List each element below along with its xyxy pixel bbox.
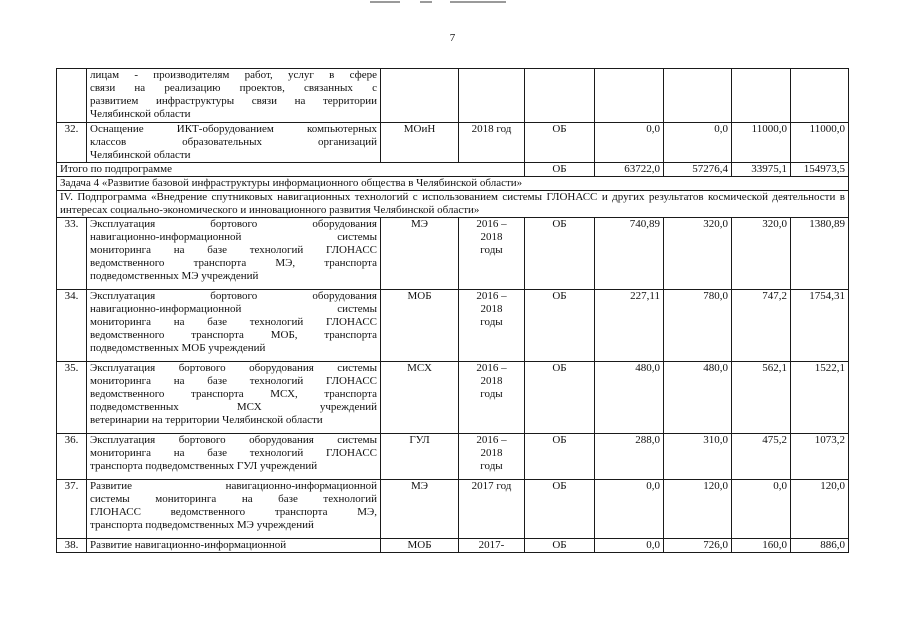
row-value-3: 747,2 xyxy=(732,290,791,362)
subtotal-label: Итого по подпрограмме xyxy=(57,163,525,177)
description-line: транспорта подведомственных ГУЛ учреждений xyxy=(90,460,318,472)
row-value-3: 0,0 xyxy=(732,480,791,539)
row-total xyxy=(791,69,849,123)
row-years: 2016 – 2018 годы xyxy=(459,218,525,290)
row-value-3: 475,2 xyxy=(732,434,791,480)
row-value-2: 780,0 xyxy=(664,290,732,362)
table-row xyxy=(57,290,849,362)
description-line: связи на реализацию проектов, связанных с xyxy=(90,82,377,94)
row-value-1: 0,0 xyxy=(595,539,664,553)
row-years: 2017- xyxy=(459,539,525,553)
row-total: 886,0 xyxy=(791,539,849,553)
program-table xyxy=(56,68,849,553)
subtotal-total: 154973,5 xyxy=(791,163,849,177)
row-value-2 xyxy=(664,69,732,123)
row-number: 38. xyxy=(57,539,87,553)
row-description xyxy=(87,362,381,434)
row-years xyxy=(459,69,525,123)
subtotal-source: ОБ xyxy=(525,163,595,177)
table-row xyxy=(57,480,849,539)
row-executor: МСХ xyxy=(381,362,459,434)
row-years: 2016 – 2018 годы xyxy=(459,434,525,480)
row-executor: МОБ xyxy=(381,539,459,553)
row-funding-source: ОБ xyxy=(525,434,595,480)
description-line: подведомственных МОБ учреждений xyxy=(90,342,266,354)
row-value-1: 0,0 xyxy=(595,123,664,163)
row-total: 1073,2 xyxy=(791,434,849,480)
description-line: мониторинга на базе технологий ГЛОНАСС xyxy=(90,447,377,459)
row-description xyxy=(87,480,381,539)
subtotal-row xyxy=(57,163,849,177)
row-value-1: 0,0 xyxy=(595,480,664,539)
description-line: Челябинской области xyxy=(90,149,191,161)
row-executor: МЭ xyxy=(381,480,459,539)
description-line: ГЛОНАСС ведомственного транспорта МЭ, xyxy=(90,506,377,518)
description-line: ведомственного транспорта МСХ, транспорта xyxy=(90,388,377,400)
description-line: Эксплуатация бортового оборудования системы xyxy=(90,434,377,446)
row-value-2: 310,0 xyxy=(664,434,732,480)
description-line: лицам - производителям работ, услуг в сфере xyxy=(90,69,377,81)
top-scan-marks xyxy=(330,0,570,6)
table-row xyxy=(57,69,849,123)
row-total: 1522,1 xyxy=(791,362,849,434)
row-funding-source: ОБ xyxy=(525,539,595,553)
table-row xyxy=(57,123,849,163)
row-number: 35. xyxy=(57,362,87,434)
row-value-3: 320,0 xyxy=(732,218,791,290)
row-funding-source xyxy=(525,69,595,123)
table-row xyxy=(57,434,849,480)
row-total: 1380,89 xyxy=(791,218,849,290)
task-row xyxy=(57,177,849,191)
row-value-3: 11000,0 xyxy=(732,123,791,163)
row-executor: ГУЛ xyxy=(381,434,459,480)
description-line: мониторинга на базе технологий ГЛОНАСС xyxy=(90,244,377,256)
row-value-2: 320,0 xyxy=(664,218,732,290)
table-row xyxy=(57,362,849,434)
row-number: 36. xyxy=(57,434,87,480)
row-value-2: 726,0 xyxy=(664,539,732,553)
description-line: Челябинской области xyxy=(90,108,191,120)
row-executor: МОБ xyxy=(381,290,459,362)
row-number xyxy=(57,69,87,123)
row-executor: МЭ xyxy=(381,218,459,290)
row-funding-source: ОБ xyxy=(525,218,595,290)
description-line: подведомственных МСХ учреждений xyxy=(90,401,377,413)
row-description xyxy=(87,218,381,290)
row-number: 33. xyxy=(57,218,87,290)
row-total: 120,0 xyxy=(791,480,849,539)
row-value-2: 480,0 xyxy=(664,362,732,434)
row-value-3: 562,1 xyxy=(732,362,791,434)
description-line: транспорта подведомственных МЭ учреждений xyxy=(90,519,314,531)
description-line: Развитие навигационно-информационной xyxy=(90,480,377,492)
row-value-1: 288,0 xyxy=(595,434,664,480)
row-executor: МОиН xyxy=(381,123,459,163)
row-years: 2016 – 2018 годы xyxy=(459,290,525,362)
page-number: 7 xyxy=(449,32,456,44)
subtotal-value-1: 63722,0 xyxy=(595,163,664,177)
row-value-1: 740,89 xyxy=(595,218,664,290)
description-line: навигационно-информационной системы xyxy=(90,303,377,315)
row-total: 1754,31 xyxy=(791,290,849,362)
task-4-heading: Задача 4 «Развитие базовой инфраструктуры информационного общества в Челябинской области» xyxy=(57,177,849,191)
row-funding-source: ОБ xyxy=(525,290,595,362)
row-total: 11000,0 xyxy=(791,123,849,163)
description-line: мониторинга на базе технологий ГЛОНАСС xyxy=(90,375,377,387)
row-description xyxy=(87,123,381,163)
row-funding-source: ОБ xyxy=(525,123,595,163)
description-line: ведомственного транспорта МОБ, транспорта xyxy=(90,329,377,341)
row-years: 2017 год xyxy=(459,480,525,539)
row-value-2: 120,0 xyxy=(664,480,732,539)
row-funding-source: ОБ xyxy=(525,362,595,434)
description-line: подведомственных МЭ учреждений xyxy=(90,270,259,282)
row-description xyxy=(87,434,381,480)
row-value-1 xyxy=(595,69,664,123)
description-line: Развитие навигационно-информационной xyxy=(90,539,287,551)
row-number: 32. xyxy=(57,123,87,163)
description-line: ведомственного транспорта МЭ, транспорта xyxy=(90,257,377,269)
row-value-3: 160,0 xyxy=(732,539,791,553)
row-years: 2016 – 2018 годы xyxy=(459,362,525,434)
subtotal-value-2: 57276,4 xyxy=(664,163,732,177)
row-value-3 xyxy=(732,69,791,123)
row-value-2: 0,0 xyxy=(664,123,732,163)
subtotal-value-3: 33975,1 xyxy=(732,163,791,177)
row-value-1: 480,0 xyxy=(595,362,664,434)
subprogram-4-heading: IV. Подпрограмма «Внедрение спутниковых навигационных технологий с использованием системы ГЛОНАСС и других результатов космической деятельности в интересах социально-экономического и инновационного развития Челябинской области» xyxy=(57,191,849,218)
description-line: навигационно-информационной системы xyxy=(90,231,377,243)
subprogram-row xyxy=(57,191,849,218)
row-executor xyxy=(381,69,459,123)
row-description xyxy=(87,69,381,123)
description-line: системы мониторинга на базе технологий xyxy=(90,493,377,505)
description-line: Эксплуатация бортового оборудования xyxy=(90,218,377,230)
description-line: классов образовательных организаций xyxy=(90,136,377,148)
row-description xyxy=(87,539,381,553)
description-line: развитием инфраструктуры связи на территории xyxy=(90,95,377,107)
row-value-1: 227,11 xyxy=(595,290,664,362)
description-line: Оснащение ИКТ-оборудованием компьютерных xyxy=(90,123,377,135)
description-line: мониторинга на базе технологий ГЛОНАСС xyxy=(90,316,377,328)
row-number: 37. xyxy=(57,480,87,539)
description-line: Эксплуатация бортового оборудования системы xyxy=(90,362,377,374)
table-row xyxy=(57,539,849,553)
table-row xyxy=(57,218,849,290)
description-line: ветеринарии на территории Челябинской области xyxy=(90,414,323,426)
row-funding-source: ОБ xyxy=(525,480,595,539)
description-line: Эксплуатация бортового оборудования xyxy=(90,290,377,302)
row-description xyxy=(87,290,381,362)
row-number: 34. xyxy=(57,290,87,362)
row-years: 2018 год xyxy=(459,123,525,163)
